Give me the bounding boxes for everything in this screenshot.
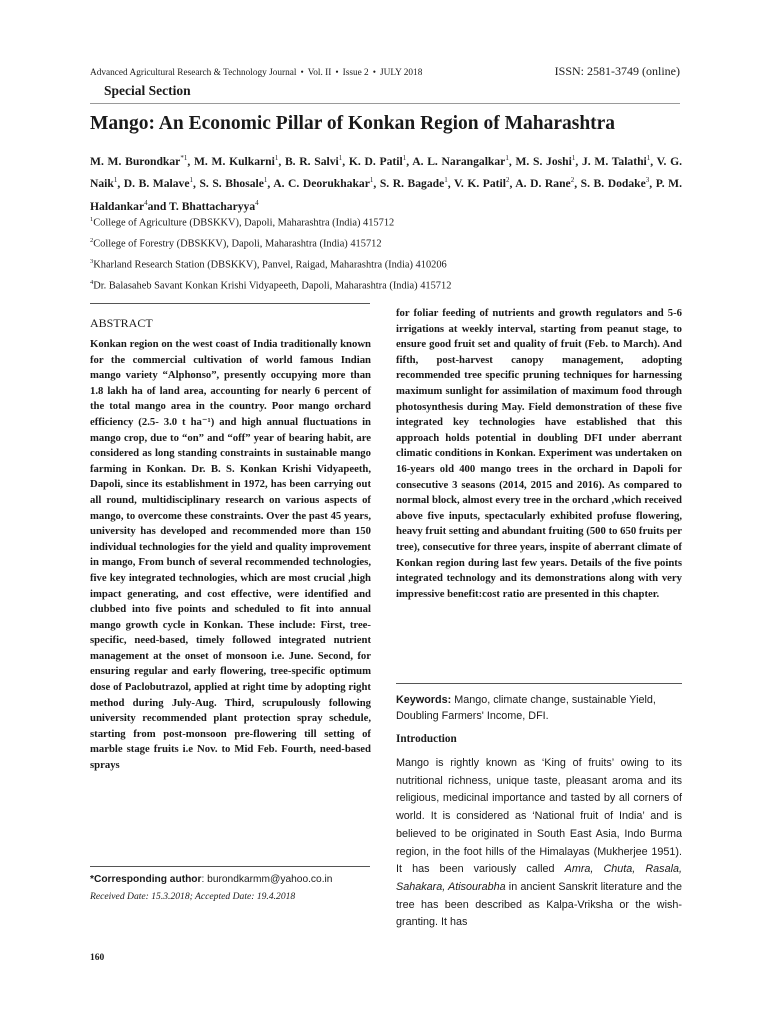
abstract-text-left: Konkan region on the west coast of India traditionally known for the commercial cultivation of world famous Indian mango variety “Alphonso”, presently occupying more than 1.8 lakh ha of land area, accounting for nearly 6 percent of the total mango area in the country. Poor mango orchard efficiency (2.5- 3.0 t ha⁻¹) and high annual fluctuations in mango crop, due to “on” and “off” year of bearing habit, are considered as long standing constraints in sustainable mango farming in Konkan. Dr. B. S. Konkan Krishi Vidyapeeth, Dapoli, since its establishment in 1972, has been carrying out all round, multidisciplinary research on various aspects of mango, to overcome these constraints. Over the past 45 years, university has developed and recommended more than 150 individual technologies for the yield and quality improvement in mango, From bunch of several recommended technologies, five key integrated technologies, which are most crucial ,high impact generating, and cost effective, were identified and clubbed into five points and scheduled to fit into annual mango growth cycle in Konkan. These include: First, tree-specific, need-based, timely followed integrated nutrient management at the onset of monsoon i.e. June. Second, for ensuring regular and early flowering, tree-specific optimum dose of Paclobutrazol, applied at right time by adopting right method during July-Aug. Third, scrupulously following university recommended plant protection spray schedule, starting from post-monsoon pre-flowering till setting of marble stage fruits i.e Nov. to Mid Feb. Fourth, need-based sprays xyxy=(90,338,371,772)
introduction-heading: Introduction xyxy=(396,733,457,745)
journal-issue: Issue 2 xyxy=(342,68,369,78)
author-name: S. R. Bagade xyxy=(379,177,445,191)
author-name: M. S. Joshi xyxy=(515,154,572,168)
author-name: A. C. Deorukhakar xyxy=(273,177,370,191)
author-name: M. M. Kulkarni xyxy=(193,154,275,168)
author-name: M. M. Burondkar xyxy=(90,154,181,168)
author-affiliation-mark: 1 xyxy=(274,154,279,162)
corresponding-author xyxy=(90,874,332,885)
author-name: V. G. Naik xyxy=(90,154,683,191)
author-name: K. D. Patil xyxy=(348,154,403,168)
abstract-divider xyxy=(90,303,370,304)
corresponding-label: *Corresponding author xyxy=(90,874,202,885)
author-name: A. L. Narangalkar xyxy=(412,154,506,168)
author-list: M. M. Burondkar$^{*1}$, M. M. Kulkarni$^1$, B. R. Salvi$^1$, K. D. Patil$^1$, A. L. Narangalkar$^1$, M. S. Joshi$^1$, J. M. Talathi$^1$, V. G. Naik$^1$, D. B. Malave$^1$, S. S. Bhosale$^1$, A. C. Deorukhakar$^1$, S. R. Bagade$^1$, V. K. Patil$^2$, A. D. Rane$^2$, S. B. Dodake$^3$, P. M. Haldankar$^4$and T. Bhattacharyya$^4$ xyxy=(90,154,683,213)
affiliations xyxy=(90,211,451,295)
section-label: Special Section xyxy=(104,83,191,98)
journal-info: Advanced Agricultural Research & Technology Journal • Vol. II • Issue 2 • JULY 2018 xyxy=(90,68,423,78)
author-affiliation-mark: 1 xyxy=(402,154,407,162)
abstract-heading: ABSTRACT xyxy=(90,316,153,330)
author-name: J. M. Talathi xyxy=(581,154,647,168)
author-name: T. Bhattacharyya xyxy=(169,199,256,213)
footnote-divider xyxy=(90,866,370,867)
author-affiliation-mark: 1 xyxy=(571,154,576,162)
author-affiliation-mark: 1 xyxy=(263,176,268,185)
author-affiliation-mark: 1 xyxy=(369,176,374,185)
author-affiliation-mark: 1 xyxy=(189,176,193,185)
author-name: V. K. Patil xyxy=(454,177,506,191)
author-name: S. S. Bhosale xyxy=(199,177,264,191)
author-affiliation-mark: 1 xyxy=(505,154,509,162)
intro-text-a: Mango is rightly known as ‘King of fruits’ owing to its nutritional richness, unique taste, pleasant aroma and its religious, medicinal importance and tasted by all corners of world. It is considered as ‘National fruit of India’ and is believed to be originated in South East Asia, Indo Burma region, in the foot hills of the Himalayas (Mukherjee 1951). It has been variously called xyxy=(396,757,682,876)
author-affiliation-mark: 3 xyxy=(645,176,650,185)
author-affiliation-mark: 2 xyxy=(570,176,575,185)
author-affiliation-mark: 2 xyxy=(505,176,510,185)
abstract-text-right: for foliar feeding of nutrients and growth regulators and 5-6 irrigations at weekly interval, starting from peanut stage, to ensure good fruit set and quality of fruit (Feb. to March). And fifth, post-harvest canopy management, adopting recommended tree specific pruning techniques for harnessing maximum sunlight for assimilation of maximum food through photosynthesis during May. Field demonstration of these five integrated key technologies have established that this approach holds potential in doubling DFI under aberrant climatic conditions in Konkan. Experiment was undertaken on 16-years old 400 mango trees in the orchard in Dapoli for consecutive 3 seasons (2014, 2015 and 2016). As compared to normal block, almost every tree in the orchard ,which received above five inputs, spectacularly exhibited profuse flowering, heavy fruit setting and abundant fruiting (500 to 650 fruits per tree), consecutive for three years, inspite of aberrant climate of Konkan region during last few years. Details of the five points integrated technology and its demonstrations along with very impressive benefit:cost ratio are presented in this chapter. xyxy=(396,307,682,600)
journal-name: Advanced Agricultural Research & Technology Journal xyxy=(90,68,297,78)
affiliation-text: Dr. Balasaheb Savant Konkan Krishi Vidyapeeth, Dapoli, Maharashtra (India) 415712 xyxy=(93,280,452,292)
received-accepted-dates: Received Date: 15.3.2018; Accepted Date: 19.4.2018 xyxy=(90,891,296,902)
author-affiliation-mark: *1 xyxy=(180,154,188,162)
author-affiliation-mark: 1 xyxy=(113,176,118,185)
affiliation-text: College of Forestry (DBSKKV), Dapoli, Maharashtra (India) 415712 xyxy=(93,238,382,250)
author-name: D. B. Malave xyxy=(123,177,190,191)
affiliation-line xyxy=(90,274,451,295)
keywords-divider xyxy=(396,683,682,684)
author-name: B. R. Salvi xyxy=(284,154,339,168)
paper-title: Mango: An Economic Pillar of Konkan Region of Maharashtra xyxy=(90,113,616,134)
author-affiliation-mark: 1 xyxy=(444,176,448,185)
affiliation-line xyxy=(90,253,451,274)
keywords xyxy=(396,692,682,724)
keywords-label: Keywords: xyxy=(396,694,452,706)
affiliation-mark: 4 xyxy=(90,278,94,286)
affiliation-line xyxy=(90,211,451,232)
author-affiliation-mark: 1 xyxy=(338,154,343,162)
introduction-text xyxy=(396,755,682,932)
intro-sanskrit-names: Amra, Chuta, Rasala, Sahakara, Atisourabha xyxy=(396,863,682,893)
author-name: A. D. Rane xyxy=(515,177,571,191)
affiliation-mark: 1 xyxy=(90,216,94,223)
affiliation-mark: 3 xyxy=(90,257,94,265)
keywords-text: Mango, climate change, sustainable Yield, Doubling Farmers' Income, DFI. xyxy=(396,694,656,722)
affiliation-text: Kharland Research Station (DBSKKV), Panvel, Raigad, Maharashtra (India) 410206 xyxy=(93,259,447,271)
page-number: 160 xyxy=(90,953,105,963)
journal-volume: Vol. II xyxy=(307,68,332,78)
author-affiliation-mark: 1 xyxy=(646,154,651,162)
author-affiliation-mark: 4 xyxy=(255,198,259,207)
affiliation-mark: 2 xyxy=(90,236,94,244)
author-and: and xyxy=(147,199,167,213)
corresponding-email[interactable]: : burondkarmm@yahoo.co.in xyxy=(201,874,333,885)
issn: ISSN: 2581-3749 (online) xyxy=(554,64,680,78)
affiliation-line xyxy=(90,232,451,253)
affiliation-text: College of Agriculture (DBSKKV), Dapoli, Maharashtra (India) 415712 xyxy=(93,217,395,229)
author-name: S. B. Dodake xyxy=(580,177,646,191)
header-divider xyxy=(90,103,680,104)
author-name: P. M. Haldankar xyxy=(90,177,683,213)
author-affiliation-mark: 4 xyxy=(144,198,148,207)
intro-text-b: in ancient Sanskrit literature and the tree has been described as Kalpa-Vriksha or the wish-granting. It has xyxy=(396,880,682,929)
journal-date: JULY 2018 xyxy=(379,68,423,78)
